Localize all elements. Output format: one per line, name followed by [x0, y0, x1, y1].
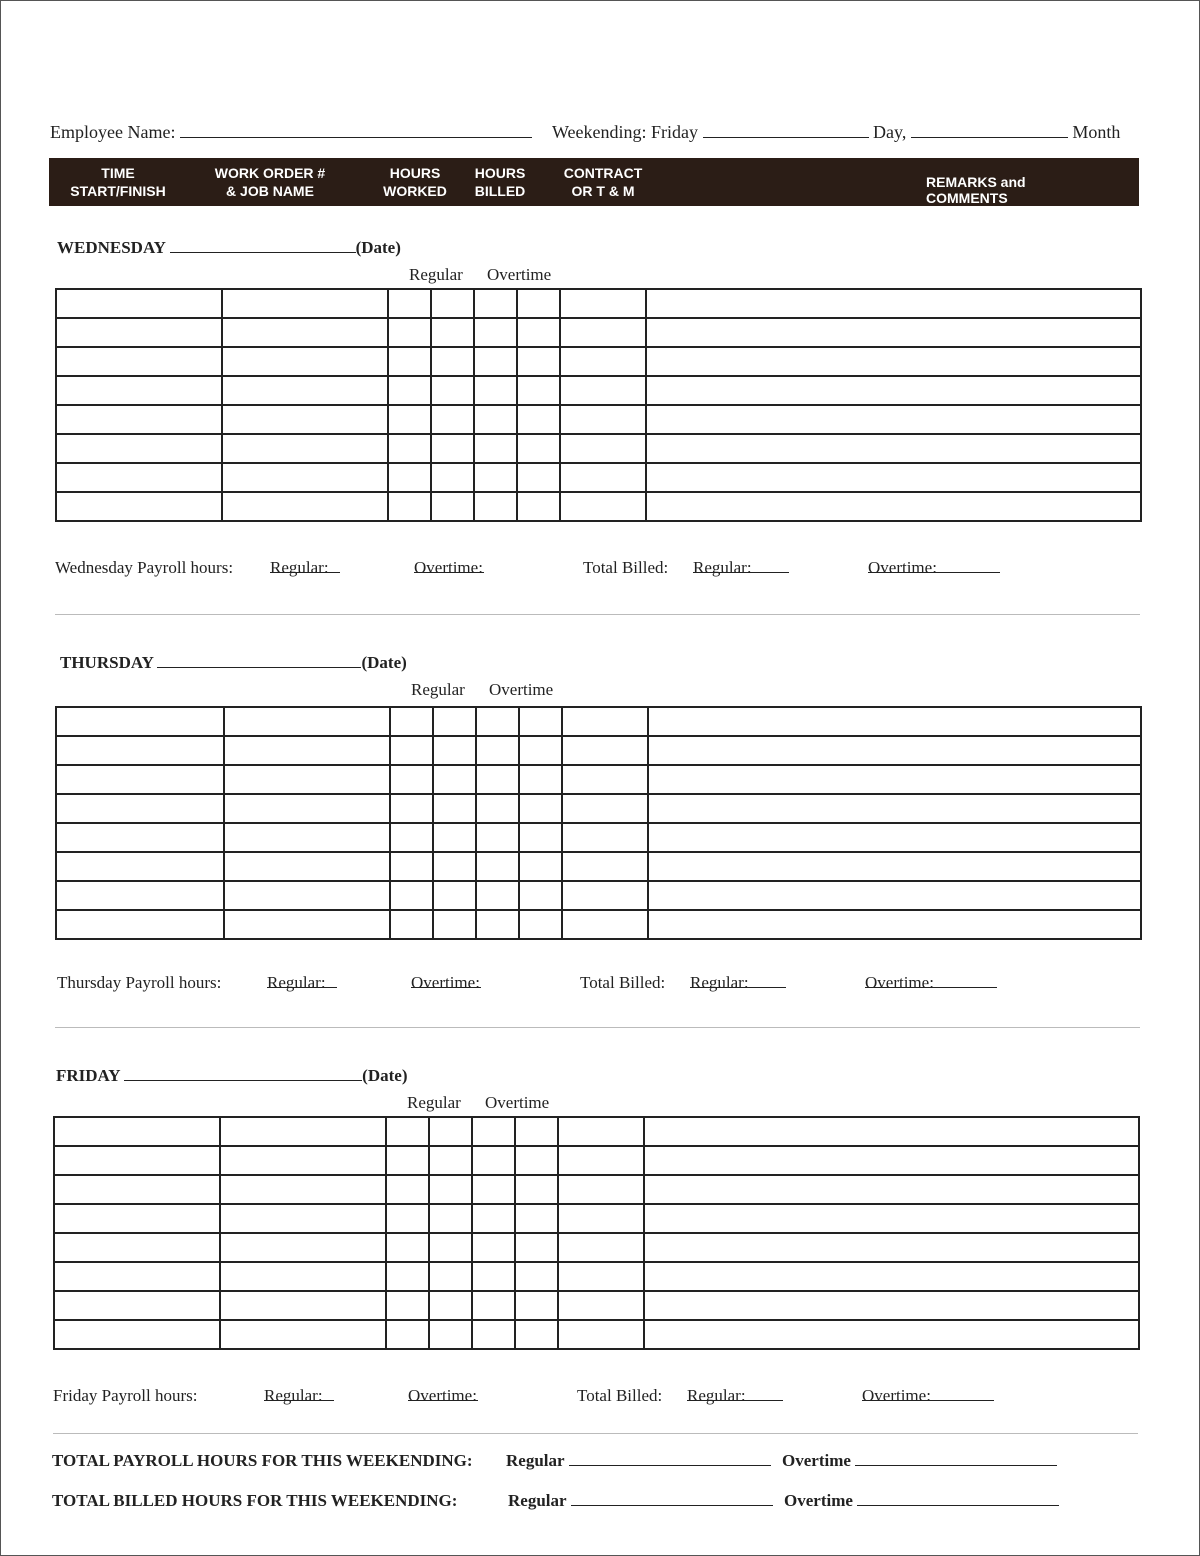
thursday-regular-label: Regular: [411, 680, 465, 699]
worked-overtime-cell[interactable]: [433, 707, 476, 736]
wednesday-grid: [55, 288, 1142, 522]
billed-overtime-cell[interactable]: [515, 1320, 558, 1349]
remarks-cell[interactable]: [648, 852, 1141, 881]
billed-regular-cell[interactable]: [474, 405, 517, 434]
billed-regular-cell[interactable]: [476, 765, 519, 794]
contract-cell[interactable]: [560, 463, 646, 492]
billed-regular-cell[interactable]: [474, 347, 517, 376]
time-cell[interactable]: [56, 434, 222, 463]
worked-overtime-cell[interactable]: [433, 881, 476, 910]
table-row: [54, 1291, 1139, 1320]
col-remarks: REMARKS and COMMENTS: [926, 174, 1026, 206]
thu-regular-field[interactable]: [267, 973, 337, 988]
worked-overtime-cell[interactable]: [429, 1117, 472, 1146]
remarks-cell[interactable]: [646, 318, 1141, 347]
billed-overtime-cell[interactable]: [517, 289, 560, 318]
worked-regular-cell[interactable]: [386, 1291, 429, 1320]
thursday-overtime-label: Overtime: [489, 680, 554, 699]
month-label: Month: [1072, 122, 1121, 142]
worked-regular-cell[interactable]: [388, 289, 431, 318]
contract-cell[interactable]: [560, 434, 646, 463]
friday-title: FRIDAY (Date): [56, 1066, 408, 1085]
billed-regular-cell[interactable]: [474, 492, 517, 521]
thu-overtime-field[interactable]: [411, 973, 481, 988]
weekending-friday-field[interactable]: [703, 123, 869, 138]
table-row: [56, 736, 1141, 765]
billed-overtime-cell[interactable]: [517, 376, 560, 405]
work-order-cell[interactable]: [224, 794, 390, 823]
contract-cell[interactable]: [562, 823, 648, 852]
thu-billed-regular-field[interactable]: [690, 973, 786, 988]
billed-overtime-cell[interactable]: [517, 405, 560, 434]
total-billed-overtime-field[interactable]: [857, 1491, 1059, 1506]
worked-regular-cell[interactable]: [386, 1175, 429, 1204]
contract-cell[interactable]: [558, 1117, 644, 1146]
worked-regular-cell[interactable]: [388, 347, 431, 376]
billed-regular-cell[interactable]: [474, 434, 517, 463]
billed-regular-cell[interactable]: [476, 794, 519, 823]
work-order-cell[interactable]: [224, 852, 390, 881]
contract-cell[interactable]: [558, 1320, 644, 1349]
remarks-cell[interactable]: [646, 434, 1141, 463]
remarks-cell[interactable]: [648, 881, 1141, 910]
col-hours-billed: HOURS BILLED: [474, 165, 526, 199]
work-order-cell[interactable]: [222, 318, 388, 347]
worked-regular-cell[interactable]: [386, 1233, 429, 1262]
employee-name-label: Employee Name:: [50, 122, 176, 142]
worked-overtime-cell[interactable]: [433, 852, 476, 881]
friday-separator: [53, 1433, 1138, 1434]
col-hours-worked: HOURS WORKED: [383, 165, 447, 199]
contract-cell[interactable]: [558, 1175, 644, 1204]
table-row: [56, 434, 1141, 463]
wednesday-separator: [55, 614, 1140, 615]
billed-regular-cell[interactable]: [472, 1262, 515, 1291]
time-cell[interactable]: [54, 1233, 220, 1262]
work-order-cell[interactable]: [220, 1204, 386, 1233]
billed-overtime-cell[interactable]: [515, 1175, 558, 1204]
remarks-cell[interactable]: [644, 1204, 1139, 1233]
table-row: [56, 881, 1141, 910]
contract-cell[interactable]: [558, 1204, 644, 1233]
work-order-cell[interactable]: [224, 736, 390, 765]
billed-regular-cell[interactable]: [474, 289, 517, 318]
worked-regular-cell[interactable]: [388, 492, 431, 521]
fri-billed-overtime-field[interactable]: [862, 1386, 994, 1401]
table-row: [56, 910, 1141, 939]
remarks-cell[interactable]: [648, 910, 1141, 939]
worked-regular-cell[interactable]: [388, 318, 431, 347]
contract-cell[interactable]: [562, 794, 648, 823]
worked-overtime-cell[interactable]: [431, 347, 474, 376]
table-row: [54, 1262, 1139, 1291]
wed-regular-field[interactable]: [270, 558, 340, 573]
time-cell[interactable]: [56, 376, 222, 405]
remarks-cell[interactable]: [646, 463, 1141, 492]
table-row: [54, 1117, 1139, 1146]
billed-regular-cell[interactable]: [476, 910, 519, 939]
table-row: [56, 376, 1141, 405]
work-order-cell[interactable]: [224, 707, 390, 736]
wednesday-overtime-label: Overtime: [487, 265, 552, 284]
worked-overtime-cell[interactable]: [429, 1204, 472, 1233]
worked-regular-cell[interactable]: [390, 910, 433, 939]
worked-regular-cell[interactable]: [390, 736, 433, 765]
table-row: [56, 289, 1141, 318]
work-order-cell[interactable]: [222, 463, 388, 492]
worked-regular-cell[interactable]: [388, 434, 431, 463]
table-row: [56, 492, 1141, 521]
contract-cell[interactable]: [560, 376, 646, 405]
time-cell[interactable]: [56, 823, 224, 852]
total-billed-overtime: Overtime: [784, 1491, 1059, 1511]
time-cell[interactable]: [56, 405, 222, 434]
table-row: [56, 707, 1141, 736]
table-row: [54, 1175, 1139, 1204]
billed-overtime-cell[interactable]: [519, 910, 562, 939]
worked-regular-cell[interactable]: [390, 765, 433, 794]
remarks-cell[interactable]: [644, 1146, 1139, 1175]
work-order-cell[interactable]: [224, 823, 390, 852]
remarks-cell[interactable]: [648, 707, 1141, 736]
contract-cell[interactable]: [560, 492, 646, 521]
contract-cell[interactable]: [558, 1262, 644, 1291]
time-cell[interactable]: [54, 1146, 220, 1175]
worked-regular-cell[interactable]: [388, 376, 431, 405]
time-cell[interactable]: [54, 1262, 220, 1291]
billed-regular-cell[interactable]: [474, 376, 517, 405]
billed-overtime-cell[interactable]: [515, 1262, 558, 1291]
total-billed-regular: Regular: [508, 1491, 773, 1511]
time-cell[interactable]: [56, 736, 224, 765]
wed-billed-regular-field[interactable]: [693, 558, 789, 573]
billed-overtime-cell[interactable]: [517, 492, 560, 521]
day-label: Day,: [873, 122, 907, 142]
billed-regular-cell[interactable]: [472, 1320, 515, 1349]
billed-overtime-cell[interactable]: [519, 881, 562, 910]
worked-overtime-cell[interactable]: [429, 1291, 472, 1320]
billed-regular-cell[interactable]: [472, 1204, 515, 1233]
time-cell[interactable]: [54, 1320, 220, 1349]
wed-billed-overtime-field[interactable]: [868, 558, 1000, 573]
billed-overtime-cell[interactable]: [515, 1291, 558, 1320]
billed-overtime-cell[interactable]: [515, 1233, 558, 1262]
weekending-label: Weekending: Friday: [552, 122, 699, 142]
contract-cell[interactable]: [560, 347, 646, 376]
remarks-cell[interactable]: [644, 1233, 1139, 1262]
billed-overtime-cell[interactable]: [517, 463, 560, 492]
contract-cell[interactable]: [558, 1233, 644, 1262]
time-cell[interactable]: [56, 347, 222, 376]
billed-regular-cell[interactable]: [474, 463, 517, 492]
worked-regular-cell[interactable]: [390, 881, 433, 910]
time-cell[interactable]: [54, 1117, 220, 1146]
time-cell[interactable]: [56, 794, 224, 823]
remarks-cell[interactable]: [648, 794, 1141, 823]
thursday-grid: [55, 706, 1142, 940]
worked-regular-cell[interactable]: [386, 1204, 429, 1233]
col-time: TIME START/FINISH: [70, 165, 166, 199]
fri-regular-field[interactable]: [264, 1386, 334, 1401]
employee-name-field[interactable]: [180, 123, 532, 138]
billed-overtime-cell[interactable]: [515, 1146, 558, 1175]
worked-regular-cell[interactable]: [386, 1320, 429, 1349]
time-cell[interactable]: [56, 289, 222, 318]
fri-billed-regular-field[interactable]: [687, 1386, 783, 1401]
total-payroll-overtime: Overtime: [782, 1451, 1057, 1471]
table-row: [56, 347, 1141, 376]
billed-overtime-cell[interactable]: [517, 434, 560, 463]
contract-cell[interactable]: [562, 736, 648, 765]
col-work-order: WORK ORDER # & JOB NAME: [214, 165, 326, 199]
work-order-cell[interactable]: [222, 347, 388, 376]
table-row: [56, 852, 1141, 881]
time-cell[interactable]: [54, 1204, 220, 1233]
total-billed-regular-field[interactable]: [571, 1491, 773, 1506]
time-cell[interactable]: [56, 910, 224, 939]
work-order-cell[interactable]: [220, 1146, 386, 1175]
billed-overtime-cell[interactable]: [519, 765, 562, 794]
table-row: [54, 1204, 1139, 1233]
work-order-cell[interactable]: [224, 765, 390, 794]
billed-overtime-cell[interactable]: [515, 1117, 558, 1146]
worked-regular-cell[interactable]: [388, 463, 431, 492]
billed-regular-cell[interactable]: [476, 881, 519, 910]
billed-regular-cell[interactable]: [476, 736, 519, 765]
billed-regular-cell[interactable]: [472, 1233, 515, 1262]
worked-overtime-cell[interactable]: [431, 492, 474, 521]
work-order-cell[interactable]: [220, 1117, 386, 1146]
billed-regular-cell[interactable]: [472, 1175, 515, 1204]
total-billed-label: TOTAL BILLED HOURS FOR THIS WEEKENDING:: [52, 1491, 458, 1510]
thursday-separator: [55, 1027, 1140, 1028]
remarks-cell[interactable]: [644, 1117, 1139, 1146]
thursday-title: THURSDAY (Date): [60, 653, 407, 672]
contract-cell[interactable]: [558, 1146, 644, 1175]
remarks-cell[interactable]: [648, 765, 1141, 794]
wednesday-title: WEDNESDAY (Date): [57, 238, 401, 257]
billed-regular-cell[interactable]: [474, 318, 517, 347]
worked-overtime-cell[interactable]: [433, 823, 476, 852]
billed-regular-cell[interactable]: [476, 852, 519, 881]
remarks-cell[interactable]: [646, 405, 1141, 434]
remarks-cell[interactable]: [644, 1291, 1139, 1320]
billed-regular-cell[interactable]: [476, 823, 519, 852]
contract-cell[interactable]: [558, 1291, 644, 1320]
billed-regular-cell[interactable]: [472, 1291, 515, 1320]
time-cell[interactable]: [56, 492, 222, 521]
billed-overtime-cell[interactable]: [517, 318, 560, 347]
worked-overtime-cell[interactable]: [429, 1146, 472, 1175]
worked-overtime-cell[interactable]: [433, 736, 476, 765]
worked-regular-cell[interactable]: [390, 707, 433, 736]
remarks-cell[interactable]: [644, 1175, 1139, 1204]
fri-overtime-field[interactable]: [408, 1386, 478, 1401]
contract-cell[interactable]: [562, 881, 648, 910]
billed-regular-cell[interactable]: [472, 1146, 515, 1175]
work-order-cell[interactable]: [220, 1233, 386, 1262]
worked-overtime-cell[interactable]: [431, 463, 474, 492]
friday-regular-label: Regular: [407, 1093, 461, 1112]
billed-overtime-cell[interactable]: [519, 707, 562, 736]
billed-regular-cell[interactable]: [472, 1117, 515, 1146]
wed-overtime-field[interactable]: [414, 558, 484, 573]
time-cell[interactable]: [56, 881, 224, 910]
contract-cell[interactable]: [562, 852, 648, 881]
worked-overtime-cell[interactable]: [429, 1175, 472, 1204]
employee-name-row: [50, 122, 532, 143]
time-cell[interactable]: [56, 765, 224, 794]
thursday-date-field[interactable]: [157, 653, 361, 668]
worked-overtime-cell[interactable]: [433, 910, 476, 939]
table-row: [56, 463, 1141, 492]
table-row: [54, 1146, 1139, 1175]
work-order-cell[interactable]: [222, 289, 388, 318]
total-payroll-overtime-field[interactable]: [855, 1451, 1057, 1466]
contract-cell[interactable]: [560, 405, 646, 434]
work-order-cell[interactable]: [222, 405, 388, 434]
remarks-cell[interactable]: [646, 376, 1141, 405]
table-row: [54, 1233, 1139, 1262]
thu-billed-overtime-field[interactable]: [865, 973, 997, 988]
remarks-cell[interactable]: [648, 823, 1141, 852]
work-order-cell[interactable]: [222, 434, 388, 463]
worked-overtime-cell[interactable]: [429, 1262, 472, 1291]
work-order-cell[interactable]: [222, 492, 388, 521]
worked-overtime-cell[interactable]: [431, 318, 474, 347]
contract-cell[interactable]: [562, 765, 648, 794]
remarks-cell[interactable]: [644, 1320, 1139, 1349]
remarks-cell[interactable]: [646, 289, 1141, 318]
weekending-row: [552, 122, 1120, 143]
work-order-cell[interactable]: [220, 1262, 386, 1291]
work-order-cell[interactable]: [224, 910, 390, 939]
worked-regular-cell[interactable]: [386, 1146, 429, 1175]
worked-regular-cell[interactable]: [388, 405, 431, 434]
worked-regular-cell[interactable]: [390, 852, 433, 881]
worked-overtime-cell[interactable]: [431, 434, 474, 463]
work-order-cell[interactable]: [220, 1175, 386, 1204]
billed-overtime-cell[interactable]: [519, 852, 562, 881]
worked-overtime-cell[interactable]: [429, 1233, 472, 1262]
contract-cell[interactable]: [560, 318, 646, 347]
remarks-cell[interactable]: [648, 736, 1141, 765]
worked-overtime-cell[interactable]: [431, 376, 474, 405]
time-cell[interactable]: [54, 1291, 220, 1320]
billed-overtime-cell[interactable]: [519, 736, 562, 765]
friday-date-field[interactable]: [124, 1066, 362, 1081]
contract-cell[interactable]: [562, 707, 648, 736]
remarks-cell[interactable]: [644, 1262, 1139, 1291]
worked-regular-cell[interactable]: [386, 1117, 429, 1146]
work-order-cell[interactable]: [220, 1291, 386, 1320]
total-payroll-label: TOTAL PAYROLL HOURS FOR THIS WEEKENDING:: [52, 1451, 473, 1470]
billed-overtime-cell[interactable]: [519, 823, 562, 852]
billed-regular-cell[interactable]: [476, 707, 519, 736]
time-cell[interactable]: [56, 463, 222, 492]
friday-overtime-label: Overtime: [485, 1093, 550, 1112]
table-row: [54, 1320, 1139, 1349]
work-order-cell[interactable]: [220, 1320, 386, 1349]
wednesday-regular-label: Regular: [409, 265, 463, 284]
table-row: [56, 318, 1141, 347]
worked-overtime-cell[interactable]: [431, 289, 474, 318]
remarks-cell[interactable]: [646, 347, 1141, 376]
contract-cell[interactable]: [560, 289, 646, 318]
worked-overtime-cell[interactable]: [431, 405, 474, 434]
total-payroll-regular-field[interactable]: [569, 1451, 771, 1466]
col-contract: CONTRACT OR T & M: [563, 165, 643, 199]
time-cell[interactable]: [54, 1175, 220, 1204]
contract-cell[interactable]: [562, 910, 648, 939]
time-cell[interactable]: [56, 318, 222, 347]
weekending-day-field[interactable]: [911, 123, 1068, 138]
time-cell[interactable]: [56, 852, 224, 881]
worked-overtime-cell[interactable]: [429, 1320, 472, 1349]
table-row: [56, 765, 1141, 794]
total-payroll-regular: Regular: [506, 1451, 771, 1471]
friday-grid: [53, 1116, 1140, 1350]
billed-overtime-cell[interactable]: [515, 1204, 558, 1233]
column-header-banner: [49, 158, 1139, 206]
time-cell[interactable]: [56, 707, 224, 736]
billed-overtime-cell[interactable]: [517, 347, 560, 376]
remarks-cell[interactable]: [646, 492, 1141, 521]
billed-overtime-cell[interactable]: [519, 794, 562, 823]
worked-regular-cell[interactable]: [390, 823, 433, 852]
table-row: [56, 405, 1141, 434]
worked-regular-cell[interactable]: [386, 1262, 429, 1291]
worked-regular-cell[interactable]: [390, 794, 433, 823]
worked-overtime-cell[interactable]: [433, 794, 476, 823]
wednesday-date-field[interactable]: [170, 238, 356, 253]
work-order-cell[interactable]: [222, 376, 388, 405]
table-row: [56, 823, 1141, 852]
table-row: [56, 794, 1141, 823]
work-order-cell[interactable]: [224, 881, 390, 910]
worked-overtime-cell[interactable]: [433, 765, 476, 794]
